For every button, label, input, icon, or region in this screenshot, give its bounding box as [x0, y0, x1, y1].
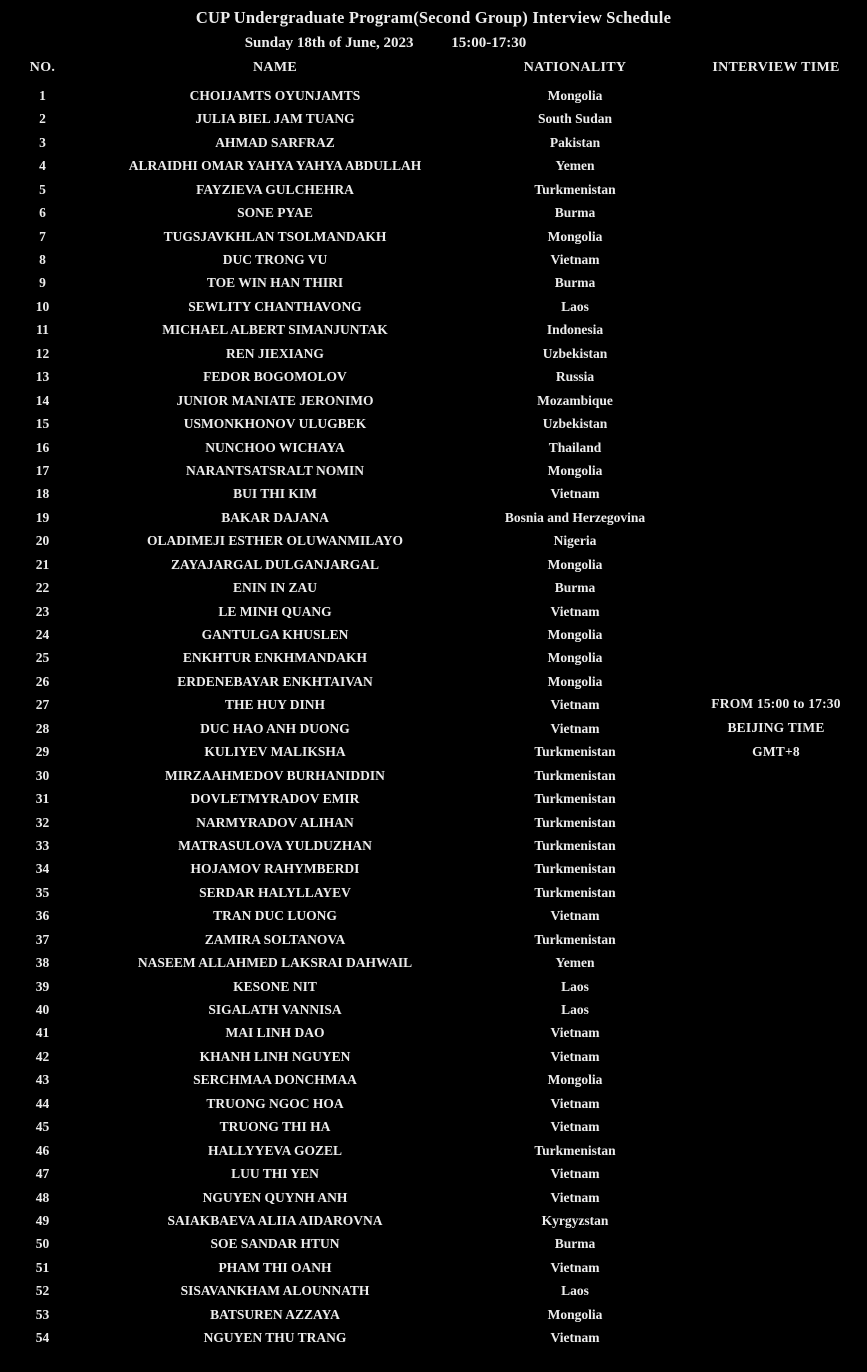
cell-name: PHAM THI OANH — [218, 1259, 332, 1275]
cell-no: 27 — [35, 697, 50, 713]
cell-nationality: Uzbekistan — [542, 416, 608, 432]
cell-no: 17 — [35, 462, 50, 478]
cell-name: DUC HAO ANH DUONG — [200, 720, 350, 736]
cell-name: TOE WIN HAN THIRI — [206, 275, 344, 291]
cell-no: 2 — [39, 111, 46, 127]
table-row — [0, 670, 867, 693]
cell-name: NGUYEN QUYNH ANH — [202, 1189, 348, 1205]
cell-nationality: Vietnam — [550, 908, 600, 924]
cell-nationality: Laos — [561, 298, 589, 314]
cell-nationality: Turkmenistan — [534, 814, 616, 830]
cell-nationality: Mongolia — [547, 1306, 603, 1322]
cell-nationality: Laos — [561, 1002, 589, 1018]
cell-no: 14 — [35, 392, 50, 408]
cell-nationality: Yemen — [555, 955, 595, 971]
cell-name: OLADIMEJI ESTHER OLUWANMILAYO — [146, 533, 404, 549]
cell-nationality: Vietnam — [550, 720, 600, 736]
cell-nationality: Nigeria — [553, 533, 597, 549]
cell-no: 21 — [35, 556, 50, 572]
cell-no: 19 — [35, 509, 50, 525]
cell-no: 18 — [35, 486, 50, 502]
table-row — [0, 811, 867, 834]
cell-nationality: Pakistan — [549, 134, 601, 150]
table-row — [0, 436, 867, 459]
cell-nationality: Turkmenistan — [534, 931, 616, 947]
table-row — [0, 1162, 867, 1185]
table-row — [0, 951, 867, 974]
cell-name: NUNCHOO WICHAYA — [205, 439, 345, 455]
table-row — [0, 1092, 867, 1115]
cell-no: 38 — [35, 955, 50, 971]
cell-name: ENKHTUR ENKHMANDAKH — [182, 650, 368, 666]
cell-nationality: Mongolia — [547, 650, 603, 666]
cell-no: 7 — [39, 228, 46, 244]
time-note-zone: BEIJING TIME — [727, 720, 825, 735]
cell-nationality: Laos — [561, 1283, 589, 1299]
table-row — [0, 131, 867, 154]
cell-name: KULIYEV MALIKSHA — [204, 744, 346, 760]
table-row — [0, 342, 867, 365]
cell-nationality: Vietnam — [550, 1025, 600, 1041]
interview-time-note — [685, 692, 867, 764]
cell-no: 20 — [35, 533, 50, 549]
cell-nationality: Russia — [555, 369, 595, 385]
cell-nationality: Turkmenistan — [534, 837, 616, 853]
cell-nationality: Vietnam — [550, 1119, 600, 1135]
cell-name: TRUONG THI HA — [219, 1119, 331, 1135]
cell-no: 15 — [35, 416, 50, 432]
cell-name: BUI THI KIM — [233, 486, 317, 502]
cell-nationality: Turkmenistan — [534, 181, 616, 197]
cell-name: NARMYRADOV ALIHAN — [196, 814, 354, 830]
table-row — [0, 1209, 867, 1232]
cell-no: 51 — [35, 1259, 50, 1275]
cell-name: GANTULGA KHUSLEN — [201, 627, 349, 643]
table-row — [0, 928, 867, 951]
cell-nationality: Vietnam — [550, 1259, 600, 1275]
cell-name: LUU THI YEN — [231, 1166, 319, 1182]
table-row — [0, 389, 867, 412]
cell-nationality: Vietnam — [550, 486, 600, 502]
cell-no: 54 — [35, 1330, 50, 1346]
cell-nationality: Vietnam — [550, 1095, 600, 1111]
cell-no: 36 — [35, 908, 50, 924]
cell-nationality: Yemen — [555, 158, 595, 174]
cell-nationality: Vietnam — [550, 1189, 600, 1205]
cell-name: SIGALATH VANNISA — [208, 1002, 342, 1018]
cell-name: FAYZIEVA GULCHEHRA — [196, 181, 354, 197]
cell-no: 5 — [39, 181, 46, 197]
table-row — [0, 318, 867, 341]
table-row — [0, 412, 867, 435]
cell-no: 4 — [39, 158, 46, 174]
cell-name: JULIA BIEL JAM TUANG — [195, 111, 355, 127]
cell-name: ZAMIRA SOLTANOVA — [204, 931, 346, 947]
cell-name: ALRAIDHI OMAR YAHYA YAHYA ABDULLAH — [128, 158, 422, 174]
table-row — [0, 857, 867, 880]
table-row — [0, 998, 867, 1021]
cell-no: 31 — [35, 791, 50, 807]
cell-nationality: Vietnam — [550, 1330, 600, 1346]
table-row — [0, 881, 867, 904]
header-no: NO. — [29, 60, 56, 75]
header-name: NAME — [253, 60, 297, 75]
cell-no: 12 — [35, 345, 50, 361]
cell-no: 49 — [35, 1212, 50, 1228]
cell-name: ERDENEBAYAR ENKHTAIVAN — [177, 673, 373, 689]
cell-nationality: Mongolia — [547, 1072, 603, 1088]
table-row — [0, 647, 867, 670]
table-row — [0, 553, 867, 576]
cell-name: BAKAR DAJANA — [221, 509, 329, 525]
table-row — [0, 1045, 867, 1068]
cell-no: 28 — [35, 720, 50, 736]
cell-no: 1 — [39, 87, 46, 103]
table-row — [0, 1139, 867, 1162]
table-row — [0, 787, 867, 810]
table-row — [0, 1232, 867, 1255]
document-subtitle — [0, 35, 819, 52]
cell-no: 26 — [35, 673, 50, 689]
cell-no: 37 — [35, 931, 50, 947]
cell-nationality: South Sudan — [538, 111, 612, 127]
subtitle-time: 15:00-17:30 — [451, 35, 527, 51]
document-title: CUP Undergraduate Program(Second Group) Interview Schedule — [195, 8, 672, 27]
cell-name: SAIAKBAEVA ALIIA AIDAROVNA — [167, 1212, 383, 1228]
header-nationality: NATIONALITY — [523, 60, 627, 75]
cell-name: MIRZAAHMEDOV BURHANIDDIN — [165, 767, 385, 783]
cell-no: 48 — [35, 1189, 50, 1205]
cell-no: 34 — [35, 861, 50, 877]
cell-no: 6 — [39, 205, 46, 221]
cell-name: TRUONG NGOC HOA — [206, 1095, 344, 1111]
cell-nationality: Turkmenistan — [534, 744, 616, 760]
cell-name: MICHAEL ALBERT SIMANJUNTAK — [162, 322, 388, 338]
table-row — [0, 834, 867, 857]
cell-name: HALLYYEVA GOZEL — [208, 1142, 342, 1158]
cell-name: THE HUY DINH — [224, 697, 325, 713]
cell-nationality: Uzbekistan — [542, 345, 608, 361]
cell-nationality: Mozambique — [537, 392, 613, 408]
cell-name: SEWLITY CHANTHAVONG — [188, 298, 362, 314]
table-row — [0, 248, 867, 271]
cell-nationality: Turkmenistan — [534, 767, 616, 783]
cell-no: 41 — [35, 1025, 50, 1041]
cell-no: 11 — [36, 322, 49, 338]
table-row — [0, 975, 867, 998]
cell-no: 46 — [35, 1142, 50, 1158]
table-row — [0, 272, 867, 295]
cell-nationality: Vietnam — [550, 252, 600, 268]
time-note-gmt: GMT+8 — [752, 744, 800, 759]
cell-no: 24 — [35, 627, 50, 643]
cell-nationality: Turkmenistan — [534, 1142, 616, 1158]
table-row — [0, 764, 867, 787]
table-row — [0, 1115, 867, 1138]
cell-name: REN JIEXIANG — [226, 345, 324, 361]
table-row — [0, 576, 867, 599]
cell-no: 9 — [39, 275, 46, 291]
cell-no: 45 — [35, 1119, 50, 1135]
cell-nationality: Thailand — [548, 439, 602, 455]
cell-no: 40 — [35, 1002, 50, 1018]
cell-name: KESONE NIT — [233, 978, 317, 994]
cell-nationality: Mongolia — [547, 556, 603, 572]
cell-no: 32 — [35, 814, 50, 830]
table-row — [0, 154, 867, 177]
table-row — [0, 1068, 867, 1091]
cell-name: MAI LINH DAO — [225, 1025, 325, 1041]
cell-nationality: Mongolia — [547, 228, 603, 244]
cell-no: 8 — [39, 252, 46, 268]
cell-name: USMONKHONOV ULUGBEK — [183, 416, 367, 432]
cell-name: DUC TRONG VU — [222, 252, 328, 268]
cell-no: 42 — [35, 1048, 50, 1064]
table-row — [0, 107, 867, 130]
cell-no: 3 — [39, 134, 46, 150]
cell-nationality: Turkmenistan — [534, 791, 616, 807]
cell-name: HOJAMOV RAHYMBERDI — [190, 861, 360, 877]
cell-nationality: Turkmenistan — [534, 884, 616, 900]
cell-nationality: Laos — [561, 978, 589, 994]
cell-name: NASEEM ALLAHMED LAKSRAI DAHWAIL — [137, 955, 413, 971]
cell-name: SISAVANKHAM ALOUNNATH — [180, 1283, 370, 1299]
cell-name: SERDAR HALYLLAYEV — [199, 884, 351, 900]
cell-name: SOE SANDAR HTUN — [210, 1236, 340, 1252]
cell-nationality: Mongolia — [547, 673, 603, 689]
cell-no: 16 — [35, 439, 50, 455]
cell-name: SERCHMAA DONCHMAA — [193, 1072, 357, 1088]
cell-no: 33 — [35, 837, 50, 853]
cell-no: 43 — [35, 1072, 50, 1088]
cell-nationality: Vietnam — [550, 1048, 600, 1064]
cell-nationality: Mongolia — [547, 627, 603, 643]
table-row — [0, 1186, 867, 1209]
cell-name: SONE PYAE — [237, 205, 313, 221]
cell-name: NGUYEN THU TRANG — [203, 1330, 347, 1346]
cell-name: KHANH LINH NGUYEN — [199, 1048, 351, 1064]
time-note-range: FROM 15:00 to 17:30 — [711, 696, 841, 711]
cell-nationality: Vietnam — [550, 697, 600, 713]
cell-no: 29 — [35, 744, 50, 760]
cell-no: 53 — [35, 1306, 50, 1322]
cell-nationality: Burma — [554, 275, 596, 291]
cell-no: 23 — [35, 603, 50, 619]
cell-name: MATRASULOVA YULDUZHAN — [178, 837, 372, 853]
cell-no: 10 — [35, 298, 50, 314]
table-row — [0, 529, 867, 552]
cell-no: 13 — [35, 369, 50, 385]
cell-name: AHMAD SARFRAZ — [215, 134, 335, 150]
table-row — [0, 482, 867, 505]
cell-nationality: Indonesia — [546, 322, 604, 338]
table-row — [0, 600, 867, 623]
table-row — [0, 84, 867, 107]
cell-name: NARANTSATSRALT NOMIN — [186, 462, 364, 478]
table-row — [0, 506, 867, 529]
table-row — [0, 1326, 867, 1349]
table-row — [0, 365, 867, 388]
cell-nationality: Mongolia — [547, 462, 603, 478]
cell-nationality: Vietnam — [550, 1166, 600, 1182]
table-row — [0, 623, 867, 646]
cell-no: 39 — [35, 978, 50, 994]
cell-nationality: Bosnia and Herzegovina — [504, 509, 646, 525]
cell-no: 22 — [35, 580, 50, 596]
table-row — [0, 1303, 867, 1326]
table-header — [0, 60, 867, 76]
cell-name: TUGSJAVKHLAN TSOLMANDAKH — [163, 228, 387, 244]
cell-nationality: Vietnam — [550, 603, 600, 619]
cell-no: 52 — [35, 1283, 50, 1299]
cell-name: ENIN IN ZAU — [232, 580, 317, 596]
table-row — [0, 459, 867, 482]
cell-name: FEDOR BOGOMOLOV — [203, 369, 347, 385]
cell-name: DOVLETMYRADOV EMIR — [190, 791, 360, 807]
cell-nationality: Burma — [554, 580, 596, 596]
cell-no: 50 — [35, 1236, 50, 1252]
table-row — [0, 1022, 867, 1045]
cell-name: TRAN DUC LUONG — [213, 908, 337, 924]
cell-no: 30 — [35, 767, 50, 783]
cell-name: LE MINH QUANG — [218, 603, 332, 619]
cell-no: 44 — [35, 1095, 50, 1111]
cell-nationality: Burma — [554, 1236, 596, 1252]
cell-no: 35 — [35, 884, 50, 900]
cell-nationality: Kyrgyzstan — [541, 1212, 609, 1228]
cell-name: CHOIJAMTS OYUNJAMTS — [189, 87, 361, 103]
cell-nationality: Mongolia — [547, 87, 603, 103]
header-interview-time: INTERVIEW TIME — [712, 60, 840, 75]
table-row — [0, 201, 867, 224]
cell-name: BATSUREN AZZAYA — [210, 1306, 340, 1322]
table-row — [0, 904, 867, 927]
subtitle-date: Sunday 18th of June, 2023 — [244, 35, 414, 51]
cell-name: JUNIOR MANIATE JERONIMO — [176, 392, 374, 408]
cell-nationality: Turkmenistan — [534, 861, 616, 877]
cell-no: 25 — [35, 650, 50, 666]
cell-name: ZAYAJARGAL DULGANJARGAL — [171, 556, 379, 572]
cell-nationality: Burma — [554, 205, 596, 221]
table-row — [0, 178, 867, 201]
cell-no: 47 — [35, 1166, 50, 1182]
table-row — [0, 1279, 867, 1302]
table-row — [0, 295, 867, 318]
table-row — [0, 1256, 867, 1279]
table-row — [0, 225, 867, 248]
